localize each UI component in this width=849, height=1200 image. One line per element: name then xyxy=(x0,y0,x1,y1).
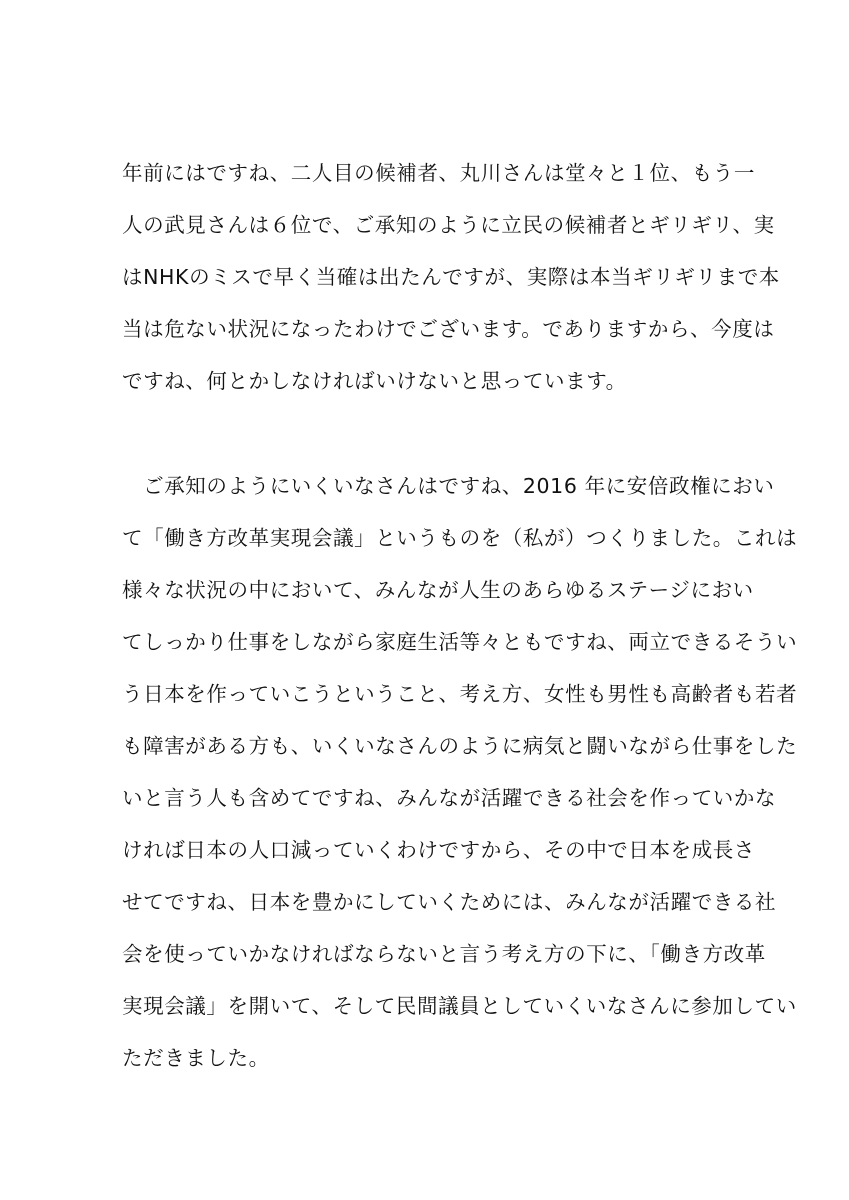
paragraph-1 xyxy=(122,147,780,407)
text-line: 会を使っていかなければならないと言う考え方の下に、「働き方改革 xyxy=(122,942,766,966)
text-line: いと言う人も含めてですね、みんなが活躍できる社会を作っていかな xyxy=(122,786,777,810)
text-line: ただきました。 xyxy=(122,1046,270,1070)
text-line: ご承知のようにいくいなさんはですね、2016 年に安倍政権におい xyxy=(122,474,775,498)
text-line: せてですね、日本を豊かにしていくためには、みんなが活躍できる社 xyxy=(122,890,777,914)
text-line: てしっかり仕事をしながら家庭生活等々ともですね、両立できるそうい xyxy=(122,630,798,654)
text-line: はNHKのミスで早く当確は出たんですが、実際は本当ギリギリまで本 xyxy=(122,265,780,289)
text-line: ですね、何とかしなければいけないと思っています。 xyxy=(122,369,627,393)
text-line: 様々な状況の中において、みんなが人生のあらゆるステージにおい xyxy=(122,578,754,602)
text-line: う日本を作っていこうということ、考え方、女性も男性も高齢者も若者 xyxy=(122,682,798,706)
text-line: 人の武見さんは６位で、ご承知のように立民の候補者とギリギリ、実 xyxy=(122,213,775,237)
text-line: 当は危ない状況になったわけでございます。でありますから、今度は xyxy=(122,317,775,341)
text-line: 実現会議」を開いて、そして民間議員としていくいなさんに参加してい xyxy=(122,994,797,1018)
text-line: 年前にはですね、二人目の候補者、丸川さんは堂々と１位、もう一 xyxy=(122,161,755,185)
text-line: も障害がある方も、いくいなさんのように病気と闘いながら仕事をした xyxy=(122,734,798,758)
paragraph-2 xyxy=(122,460,798,1084)
text-line: ければ日本の人口減っていくわけですから、その中で日本を成長さ xyxy=(122,838,755,862)
text-line: て「働き方改革実現会議」というものを（私が）つくりました。これは xyxy=(122,526,798,550)
